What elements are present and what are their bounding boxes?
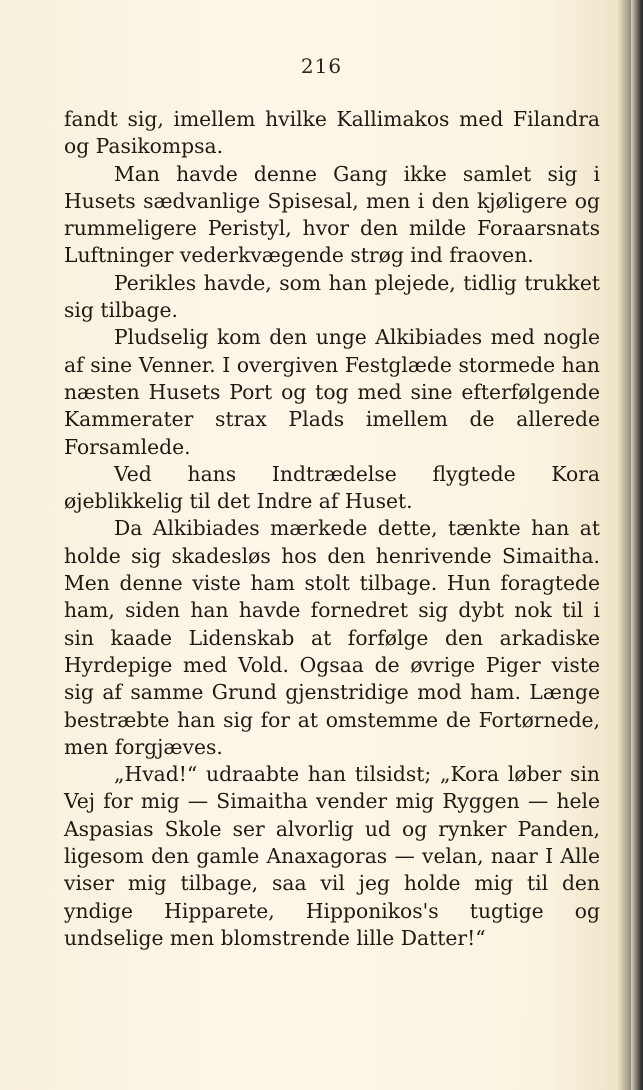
paragraph-2: Man havde denne Gang ikke samlet sig i Husets sædvanlige Spisesal, men i den kjøligere og rummeligere Peristyl, hvor den milde Foraarsnats Luftninger vederkvægende strøg ind fraoven. — [64, 161, 600, 268]
paragraph-7: „Hvad!“ udraabte han tilsidst; „Kora løber sin Vej for mig — Simaitha vender mig Ryggen — hele Aspasias Skole ser alvorlig ud og rynker Panden, ligesom den gamle Anaxagoras — velan, naar I Alle viser mig tilbage, saa vil jeg holde mig til den yndige Hipparete, Hipponikos's tugtige og undselige men blomstrende lille Datter!“ — [64, 762, 600, 950]
paragraph-5: Ved hans Indtrædelse flygtede Kora øjeblikkelig til det Indre af Huset. — [64, 461, 600, 514]
page-binding-edge — [631, 0, 643, 1090]
page-number: 216 — [300, 54, 343, 78]
paragraph-1: fandt sig, imellem hvilke Kallimakos med Filandra og Pasikompsa. — [64, 107, 600, 159]
paragraph-6: Da Alkibiades mærkede dette, tænkte han at holde sig skadesløs hos den henrivende Simaitha. Men denne viste ham stolt tilbage. Hun foragtede ham, siden han havde fornedret sig dybt nok til i sin kaade Lidenskab at forfølge den arkadiske Hyrdepige med Vold. Ogsaa de øvrige Piger viste sig af samme Grund gjenstridige mod ham. Længe bestræbte han sig for at omstemme de Fortørnede, men forgjæves. — [64, 516, 600, 759]
paragraph-3: Perikles havde, som han plejede, tidlig trukket sig tilbage. — [64, 270, 600, 323]
paragraph-4: Pludselig kom den unge Alkibiades med nogle af sine Venner. I overgiven Festglæde stormede han næsten Husets Port og tog med sine efterfølgende Kammerater strax Plads imellem de allerede Forsamlede. — [64, 325, 600, 459]
page-text — [64, 106, 600, 952]
